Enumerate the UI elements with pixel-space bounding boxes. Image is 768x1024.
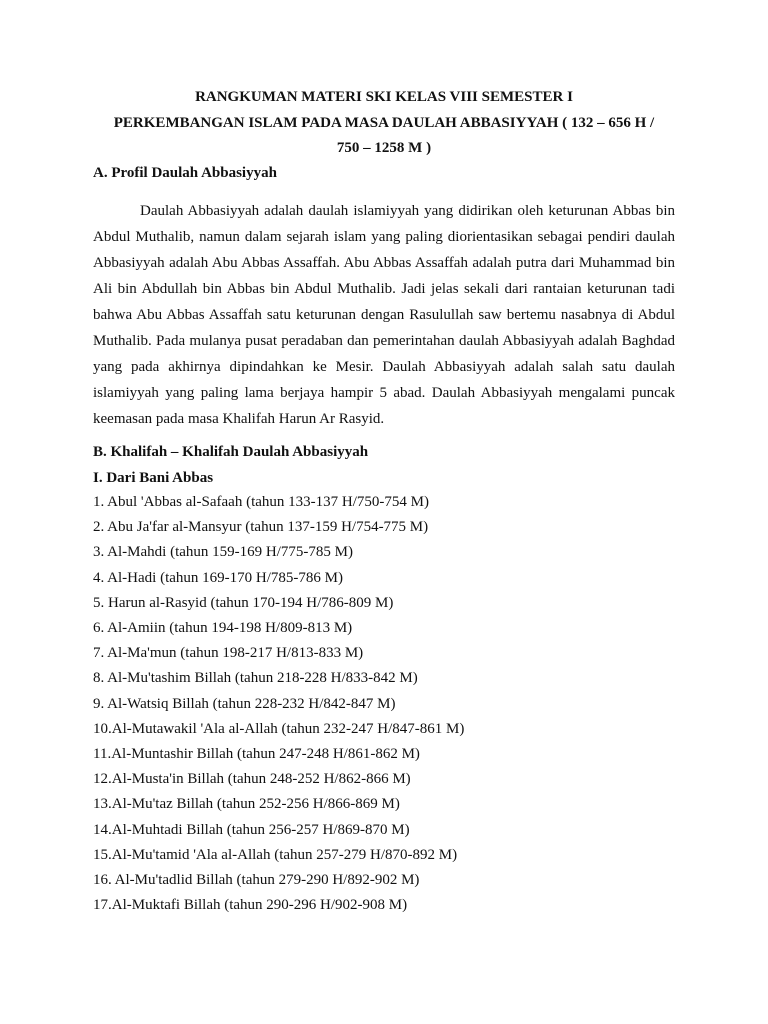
list-item: 6. Al-Amiin (tahun 194-198 H/809-813 M)	[93, 620, 353, 637]
list-item: 14.Al-Muhtadi Billah (tahun 256-257 H/869-870 M)	[93, 821, 410, 838]
list-item: 10.Al-Mutawakil 'Ala al-Allah (tahun 232-247 H/847-861 M)	[93, 720, 465, 737]
list-item: 5. Harun al-Rasyid (tahun 170-194 H/786-809 M)	[93, 594, 394, 611]
document-title-line-1: RANGKUMAN MATERI SKI KELAS VIII SEMESTER I	[195, 89, 573, 105]
list-item: 13.Al-Mu'taz Billah (tahun 252-256 H/866-869 M)	[93, 796, 400, 813]
document-title-line-2: PERKEMBANGAN ISLAM PADA MASA DAULAH ABBASIYYAH ( 132 – 656 H /	[113, 115, 655, 131]
list-item: 8. Al-Mu'tashim Billah (tahun 218-228 H/833-842 M)	[93, 670, 418, 687]
list-item: 15.Al-Mu'tamid 'Ala al-Allah (tahun 257-279 H/870-892 M)	[93, 846, 458, 863]
list-item: 7. Al-Ma'mun (tahun 198-217 H/813-833 M)	[93, 645, 364, 662]
list-item: 17.Al-Muktafi Billah (tahun 290-296 H/902-908 M)	[93, 897, 408, 914]
section-b-subheading: I. Dari Bani Abbas	[93, 470, 214, 486]
section-a-paragraph: Daulah Abbasiyyah adalah daulah islamiyyah yang didirikan oleh keturunan Abbas bin Abdul Muthalib, namun dalam sejarah islam yang paling diorientasikan sebagai pendiri daulah Abbasiyyah adalah Abu Abbas Assaffah. Abu Abbas Assaffah adalah putra dari Muhammad bin Ali bin Abdullah bin Abbas bin Abdul Muthalib. Jadi jelas sekali dari rantaian keturunan tadi bahwa Abu Abbas Assaffah satu keturunan dengan Rasulullah saw bertemu nasabnya di Abdul Muthalib. Pada mulanya pusat peradaban dan pemerintahan daulah Abbasiyyah adalah Baghdad yang pada akhirnya dipindahkan ke Mesir. Daulah Abbasiyyah adalah salah satu daulah islamiyyah yang paling lama berjaya hampir 5 abad. Daulah Abbasiyyah mengalami puncak keemasan pada masa Khalifah Harun Ar Rasyid.	[93, 203, 675, 427]
document-title-line-3: 750 – 1258 M )	[336, 140, 432, 156]
list-item: 11.Al-Muntashir Billah (tahun 247-248 H/861-862 M)	[93, 746, 420, 763]
list-item: 12.Al-Musta'in Billah (tahun 248-252 H/862-866 M)	[93, 771, 411, 788]
list-item: 9. Al-Watsiq Billah (tahun 228-232 H/842-847 M)	[93, 695, 396, 712]
list-item: 1. Abul 'Abbas al-Safaah (tahun 133-137 H/750-754 M)	[93, 494, 429, 510]
caliph-list	[93, 490, 464, 918]
list-item: 3. Al-Mahdi (tahun 159-169 H/775-785 M)	[93, 544, 353, 561]
list-item: 16. Al-Mu'tadlid Billah (tahun 279-290 H/892-902 M)	[93, 872, 420, 889]
section-b-heading: B. Khalifah – Khalifah Daulah Abbasiyyah	[93, 444, 369, 460]
list-item: 2. Abu Ja'far al-Mansyur (tahun 137-159 H/754-775 M)	[93, 519, 429, 536]
list-item: 4. Al-Hadi (tahun 169-170 H/785-786 M)	[93, 569, 343, 586]
section-a-heading: A. Profil Daulah Abbasiyyah	[93, 165, 277, 181]
